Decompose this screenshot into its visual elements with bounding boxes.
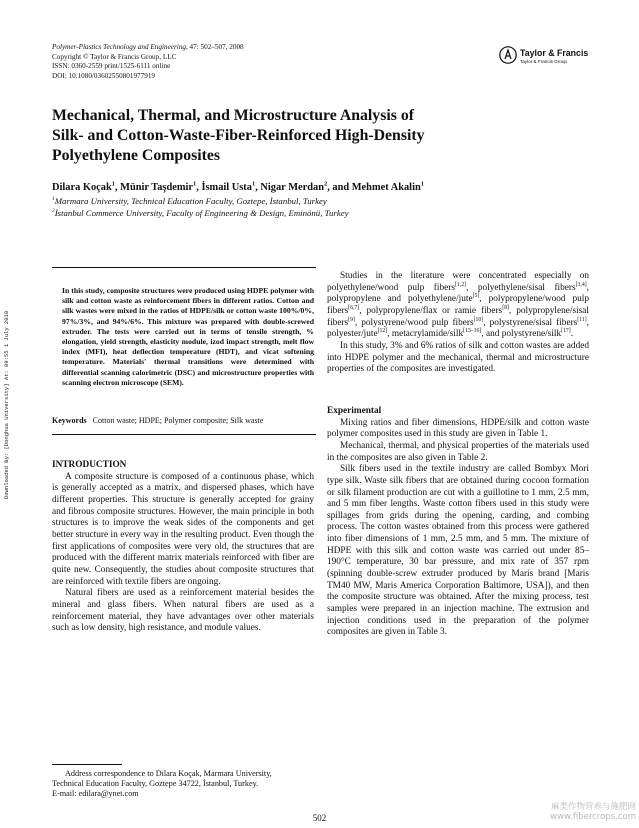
keywords-label: Keywords — [52, 416, 87, 425]
publisher-tagline: Taylor & Francis Group — [520, 59, 567, 64]
affiliation: $^1$Marmara University, Technical Education Faculty, Goztepe, İstanbul, Turkey — [52, 196, 327, 206]
title-line: Silk- and Cotton-Waste-Fiber-Reinforced High-Density — [52, 127, 425, 144]
author-name: Münir Taşdemir — [120, 182, 194, 193]
journal-header — [52, 43, 244, 81]
experimental-paragraph: Silk fibers used in the textile industry are called Bombyx Mori type silk. Waste silk fibers that are obtained during cocoon formation or silk filament production are cut with a guillotine to 1 mm, 2.5 mm, and 5 mm fiber lengths. Waste cotton fibers used in this study were spillages from grids during the opening, carding, and combing process. The cotton wastes obtained from this process were gathered into fiber dimensions of 1 mm, 2.5 mm, and 5 mm. The mixture of HDPE with this silk and cotton waste was carried out under 85–190°C temperature, 30 bar pressure, and mix rate of 357 rpm (spinning double-screw extruder produced by Maris brand [Maris TM40 MW, Maris America Corporation Baltimore, USA]), and then the composite structure was obtained. After the mixing process, test samples were prepared in an injection machine. The extrusion and injection conditions used in the preparation of the polymer composites are given in Table 3. — [327, 464, 589, 638]
right-column — [327, 271, 589, 639]
left-column — [52, 460, 314, 635]
download-stamp: Downloaded By: [Donghua University] At: 09:55 1 July 2010 — [3, 310, 10, 499]
introduction-heading: INTRODUCTION — [52, 460, 127, 470]
author-name: Nigar Merdan — [260, 182, 324, 193]
title-line: Mechanical, Thermal, and Microstructure Analysis of — [52, 107, 414, 124]
keywords — [52, 416, 322, 425]
experimental-heading: Experimental — [327, 405, 382, 416]
footnote-rule — [52, 764, 122, 765]
journal-citation: Polymer-Plastics Technology and Engineering, 47: 502–507, 2008 — [52, 43, 244, 51]
affiliation: $^2$İstanbul Commerce University, Faculty of Engineering & Design, Eminönü, Turkey — [52, 208, 349, 218]
study-paragraph: In this study, 3% and 6% ratios of silk and cotton wastes are added into HDPE polymer and the mechanical, thermal and microstructure properties of the composites are investigated. — [327, 340, 589, 375]
issn: ISSN: 0360-2559 print/1525-6111 online — [52, 62, 171, 71]
publisher-name: Taylor & Francis — [520, 48, 589, 58]
watermark: 麻类作物营养与施肥网 www.fibercrops.com — [550, 802, 636, 822]
paper-title — [52, 106, 532, 166]
author-list: Dilara Koçak$^1$, Münir Taşdemir$^1$, İsmail Usta$^1$, Nigar Merdan$^2$, and Mehmet Akalin$^1$ — [52, 180, 424, 193]
publisher-logo — [499, 46, 594, 68]
experimental-paragraph: Mixing ratios and fiber dimensions, HDPE/silk and cotton waste polymer composites used in this study are given in Table 1. — [327, 417, 589, 440]
abstract-bottom-rule — [52, 434, 316, 435]
page-number: 502 — [312, 813, 327, 823]
keywords-text: Cotton waste; HDPE; Polymer composite; Silk waste — [92, 416, 264, 425]
experimental-paragraph: Mechanical, thermal, and physical properties of the materials used in the composites are also given in Table 2. — [327, 440, 589, 463]
title-line: Polyethylene Composites — [52, 147, 221, 164]
author-name: İsmail Usta — [201, 182, 252, 193]
abstract: In this study, composite structures were produced using HDPE polymer with silk and cotton waste as reinforcement fibers in different ratios. Cotton and silk wastes were mixed in the ratios of HDPE/silk or cotton waste 100%/0%, 97%/3%, and 94%/6%. This mixture was prepared with double-screwed extruder. The tests were carried out in terms of tensile strength, % elongation, yield strength, elasticity module, izod impact strength, melt flow index (MFI), heat deflection temperature (HDT), and vicat softening temperature. Materials' thermal transitions were determined with differential scanning calorimetric (DSC) and microstructure properties with scanning electron microscope (SEM). — [62, 286, 314, 387]
copyright: Copyright © Taylor & Francis Group, LLC — [52, 52, 177, 61]
doi: DOI: 10.1080/03602550801977919 — [52, 71, 156, 80]
abstract-top-rule — [52, 267, 316, 268]
introduction-paragraph: A composite structure is composed of a continuous phase, which is generally accepted as a matrix, and dispersed phases, which have different properties. This structure is generally accepted for grainy and fibrous composite structures. However, the main principle in both structures is to improve the weak sides of the components and get better structure in every way in the resulting product. Even though the first applications of composites were very old, the structures that are produced with the different matrix materials reinforced with fiber are quite new. Consequently, the studies about composite structures that are reinforced with textile fibers are ongoing. — [52, 471, 314, 587]
taylor-francis-logo-icon — [499, 46, 517, 64]
correspondence-footnote: Address correspondence to Dilara Koçak, Marmara University, Technical Education Faculty, Goztepe 34722, İstanbul, Turkey. E-mail: edilara@ynet.com — [52, 769, 272, 798]
literature-paragraph: Studies in the literature were concentrated especially on polyethylene/wood pulp fibers[1,2], polyethylene/sisal fibers[3,4], polypropylene and polyethylene/jute[5], polypropylene/wood pulp fibers[6,7], polypropylene/flax or ramie fibers[8], polypropylene/sisal fibers[9], polystyrene/wood pulp fibers[10], polystyrene/sisal fibers[11], polyester/jute[12], metacrylamide/silk[13–16], and polystyrene/silk[17]. — [327, 271, 590, 340]
journal-name: Polymer-Plastics Technology and Engineering — [52, 43, 186, 51]
introduction-paragraph: Natural fibers are used as a reinforcement material besides the mineral and glass fibers. When natural fibers are used as a reinforcement material, they have advantages over other materials such as low density, high resistance, and module values. — [52, 588, 314, 634]
author-name: Dilara Koçak — [52, 182, 112, 193]
author-name: Mehmet Akalin — [351, 182, 421, 193]
